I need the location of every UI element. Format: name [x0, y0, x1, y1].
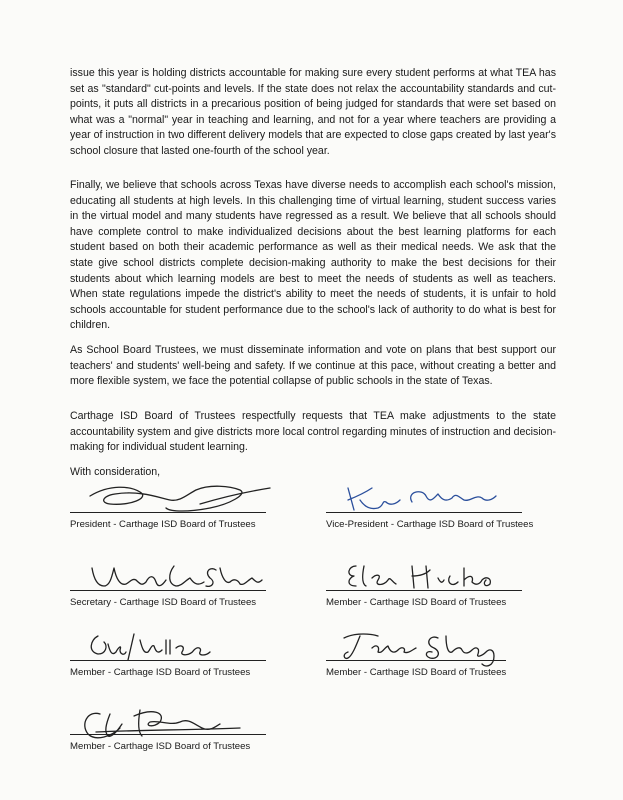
member-williams-title: Member - Carthage ISD Board of Trustees [70, 667, 251, 678]
paragraph-request: Carthage ISD Board of Trustees respectfully requests that TEA make adjustments to the state accountability system and give districts more local control regarding minutes of instruction and decision-making for individual student learning. [70, 410, 556, 454]
member-bottom-title: Member - Carthage ISD Board of Trustees [70, 741, 251, 752]
signature-block-member-williams [70, 626, 320, 678]
paragraph-diverse-needs: Finally, we believe that schools across Texas have diverse needs to accomplish each school's mission, educating all students at high levels. In this challenging time of virtual learning, student success varies in the virtual model and many students have regressed as a result. We believe that all schools should have complete control to make individualized decisions about the best learning platforms for each student based on both their academic performance as well as their medical needs. We ask that the state give school districts complete decision-making authority to make the best decisions for their students about which learning models are best to meet the needs of students as well as teachers. When state regulations impede the district's ability to meet the needs of students, it is unfair to hold schools accountable for student performance due to the school's lack of authority to do what is best for children. [70, 179, 556, 332]
signature-block-president [70, 478, 320, 530]
president-title: President - Carthage ISD Board of Trustees [70, 519, 256, 530]
secretary-signature-image [70, 556, 270, 598]
vice-president-signature-image [326, 478, 526, 520]
signature-block-member-shirey [326, 626, 576, 678]
president-signature-image [70, 478, 280, 520]
signature-block-secretary [70, 556, 320, 608]
secretary-title: Secretary - Carthage ISD Board of Trustees [70, 597, 257, 608]
member-bottom-signature-image [70, 700, 270, 746]
member-hicks-signature-image [326, 556, 526, 598]
signature-block-member-bottom [70, 700, 320, 752]
vice-president-title: Vice-President - Carthage ISD Board of Trustees [326, 519, 534, 530]
member-shirey-title: Member - Carthage ISD Board of Trustees [326, 667, 507, 678]
signature-block-member-hicks [326, 556, 576, 608]
closing-salutation: With consideration, [70, 466, 161, 478]
member-shirey-signature-image [326, 626, 526, 672]
member-hicks-title: Member - Carthage ISD Board of Trustees [326, 597, 507, 608]
paragraph-trustees: As School Board Trustees, we must disseminate information and vote on plans that best support our teachers' and students' well-being and safety. If we continue at this pace, without creating a better and more flexible system, we face the potential collapse of public schools in the state of Texas. [70, 344, 556, 388]
member-williams-signature-image [70, 626, 270, 668]
paragraph-accountability: issue this year is holding districts accountable for making sure every student performs at what TEA has set as "standard" cut-points and levels. If the state does not relax the accountability standards and cut-points, it puts all districts in a precarious position of being judged for standards that were set based on what was a "normal" year in teaching and learning, and not for a year where teachers are providing a year of instruction in two different delivery models that are expected to close gaps created by last year's school closure that lasted one-fourth of the school year. [70, 67, 556, 157]
signature-block-vice-president [326, 478, 576, 530]
